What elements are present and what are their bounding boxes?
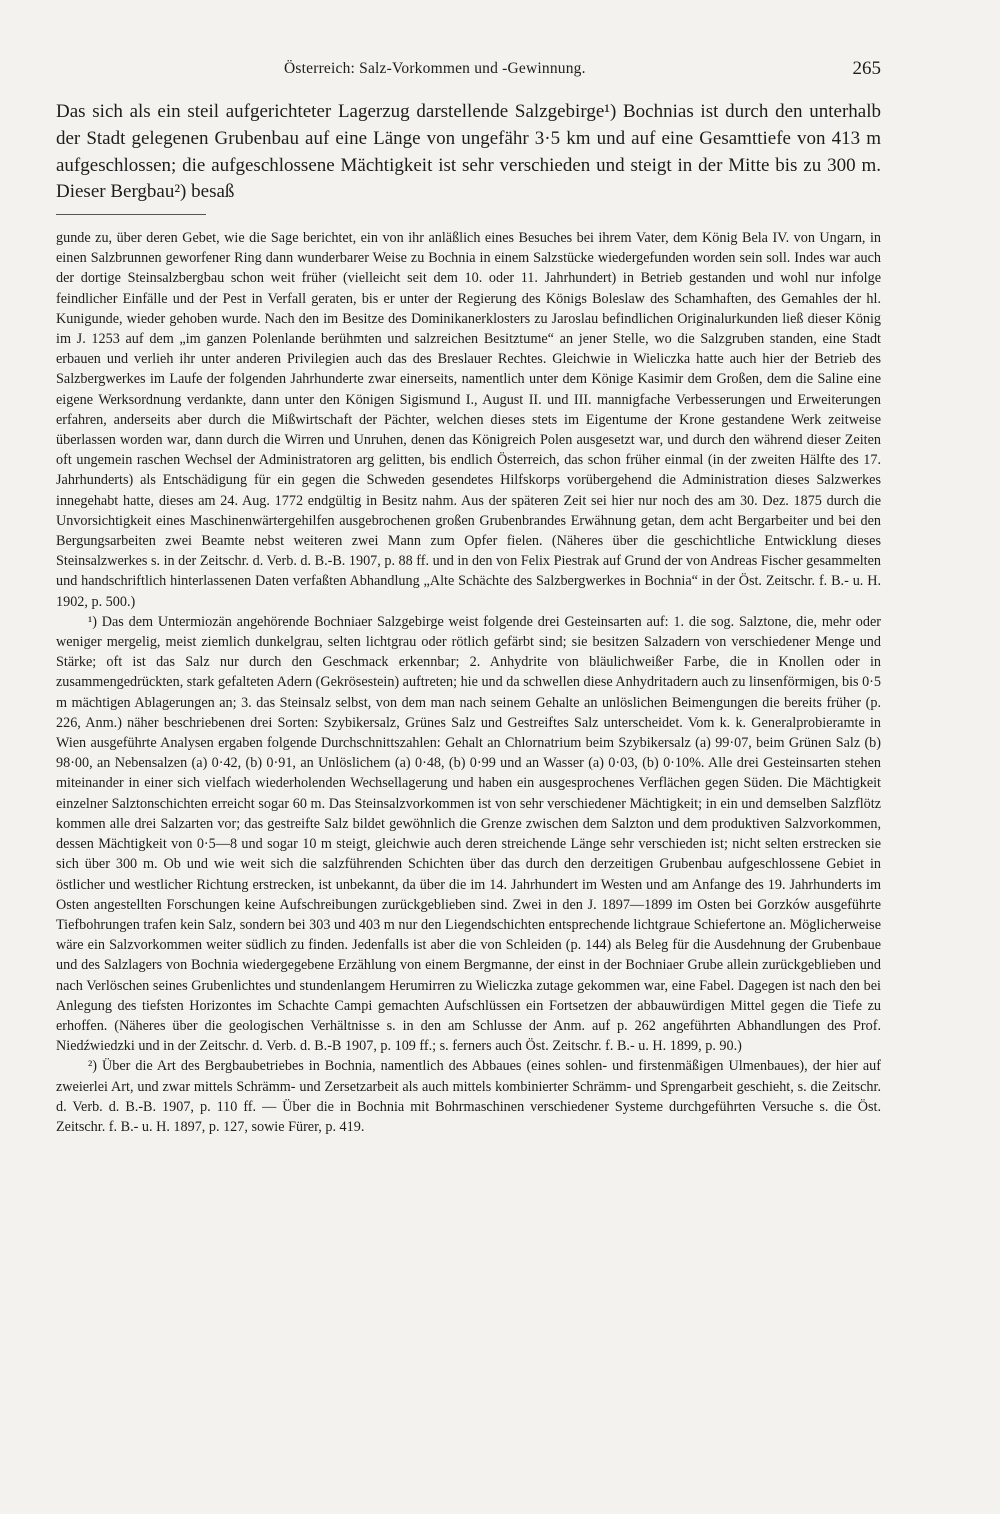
main-paragraph: Das sich als ein steil aufgerichteter Lagerzug darstellende Salzgebirge¹) Bochnias ist durch den unterhalb der Stadt gelegenen Grubenbau auf eine Länge von ungefähr 3·5 km und auf eine Gesamttiefe von 413 m aufgeschlossen; die aufgeschlossene Mächtigkeit ist sehr verschieden und steigt in der Mitte bis zu 300 m. Dieser Bergbau²) besaß	[56, 101, 881, 203]
footnote-separator	[56, 214, 206, 215]
footnote-1: ¹) Das dem Untermiozän angehörende Bochniaer Salzgebirge weist folgende drei Gesteinsarten auf: 1. die sog. Salztone, die, mehr oder weniger mergelig, meist ziemlich dunkelgrau, selten lichtgrau oder rötlich gefärbt sind; sie besitzen Salzadern von verschiedener Menge und Stärke; oft ist das Salz nur durch den Geschmack erkennbar; 2. Anhydrite von bläulichweißer Farbe, die in Knollen oder in zusammengedrückten, stark gefalteten Adern (Gekrösestein) auftreten; hie und da schwellen diese Anhydritadern auch zu linsenförmigen, bis 0·5 m mächtigen Ablagerungen an; 3. das Steinsalz selbst, von dem man nach seinem Gehalte an unlöslichen Beimengungen die bereits früher (p. 226, Anm.) näher beschriebenen drei Sorten: Szybikersalz, Grünes Salz und Gestreiftes Salz unterscheidet. Vom k. k. Generalprobieramte in Wien ausgeführte Analysen ergaben folgende Durchschnittszahlen: Gehalt an Chlornatrium beim Szybikersalz (a) 99·07, beim Grünen Salz (b) 98·00, an Nebensalzen (a) 0·42, (b) 0·91, an Unlöslichem (a) 0·48, (b) 0·99 und an Wasser (a) 0·03, (b) 0·10%. Alle drei Gesteinsarten stehen miteinander in einer sich vielfach wiederholenden Wechsellagerung und haben ein ausgesprochenes Verflächen gegen Süden. Die Mächtigkeit einzelner Salztonschichten erreicht sogar 60 m. Das Steinsalzvorkommen ist von sehr verschiedener Mächtigkeit; in ein und demselben Salzflötz kommen alle drei Salzarten vor; das gestreifte Salz bildet gewöhnlich die Grenze zwischen dem Salzton und dem produktiven Salzvorkommen, dessen Mächtigkeit von 0·5—8 und sogar 10 m steigt, gleichwie auch deren streichende Länge sehr verschieden ist; nicht selten erstrecken sie sich über 300 m. Ob und wie weit sich die salzführenden Schichten über das durch den derzeitigen Grubenbau aufgeschlossene Gebiet in östlicher und westlicher Richtung erstrecken, ist unbekannt, da über die im 14. Jahrhundert im Westen und am Anfange des 19. Jahrhunderts im Osten angestellten Forschungen keine Aufschreibungen zurückgeblieben sind. Zwei in den J. 1897—1899 im Osten bei Gorzków ausgeführte Tiefbohrungen trafen kein Salz, sondern bei 303 und 403 m nur den Liegendschichten entsprechende lichtgraue Schiefertone an. Möglicherweise wäre ein Salzvorkommen weiter südlich zu finden. Jedenfalls ist aber die von Schleiden (p. 144) als Beleg für die Ausdehnung der Grubenbaue und des Salzlagers von Bochnia wiedergegebene Erzählung von einem Bergmanne, der einst in der Bochniaer Grube allein zurückgeblieben und nach Verlöschen seines Grubenlichtes und stundenlangem Herumirren zu Wieliczka zutage gekommen war, eine Fabel. Dagegen ist nach den bei Anlegung des tiefsten Horizontes im Schachte Campi gemachten Aufschlüssen ein Fortsetzen der abbauwürdigen Mittel gegen die Tiefe zu erhoffen. (Näheres über die geologischen Verhältnisse s. in den am Schlusse der Anm. auf p. 262 angeführten Abhandlungen des Prof. Niedźwiedzki und in der Zeitschr. d. Verb. d. B.-B 1907, p. 109 ff.; s. ferners auch Öst. Zeitschr. f. B.- u. H. 1899, p. 90.)	[56, 613, 881, 1055]
footnote-2: ²) Über die Art des Bergbaubetriebes in Bochnia, namentlich des Abbaues (eines sohlen- und firstenmäßigen Ulmenbaues), der hier auf zweierlei Art, und zwar mittels Schrämm- und Zersetzarbeit als auch mittels kombinierter Schrämm- und Sprengarbeit geschieht, s. die Zeitschr. d. Verb. d. B.-B. 1907, p. 110 ff. — Über die in Bochnia mit Bohrmaschinen verschiedener Systeme durchgeführten Versuche s. die Öst. Zeitschr. f. B.- u. H. 1897, p. 127, sowie Fürer, p. 419.	[56, 1058, 881, 1135]
running-title: Österreich: Salz-Vorkommen und -Gewinnung.	[284, 60, 586, 77]
page-number: 265	[852, 58, 881, 79]
footnote-continuation: gunde zu, über deren Gebet, wie die Sage berichtet, ein von ihr anläßlich eines Besuches bei ihrem Vater, dem König Bela IV. von Ungarn, in einen Salzbrunnen geworfener Ring dann wunderbarer Weise zu Bochnia in einem Salzstücke wiedergefunden worden sein soll. Indes war auch der dortige Steinsalzbergbau schon weit früher (vielleicht seit dem 10. oder 11. Jahrhundert) in Betrieb gestanden und wohl nur infolge feindlicher Einfälle und der Pest in Verfall geraten, bis er unter der Regierung des Königs Boleslaw des Schamhaften, des Gemahles der hl. Kunigunde, wieder gehoben wurde. Nach den im Besitze des Dominikanerklosters zu Jaroslau befindlichen Originalurkunden ließ dieser König im J. 1253 auf dem „im ganzen Polenlande berühmten und salzreichen Besitztume“ an jener Stelle, wo die Salzgruben standen, eine Stadt erbauen und verlieh ihr unter anderen Privilegien auch das des Breslauer Rechtes. Gleichwie in Wieliczka hatte auch hier der Betrieb des Salzbergwerkes im Laufe der folgenden Jahrhunderte zwar einerseits, namentlich unter dem Könige Kasimir dem Großen, dem die Saline eine eigene Werksordnung verdankte, dann unter den Königen Sigismund I., August II. und III. mannigfache Verbesserungen und Erweiterungen erfahren, anderseits aber durch die Mißwirtschaft der Pächter, welchen dieses stets im Eigentume der Krone gestandene Werk zeitweise überlassen worden war, dann durch die Wirren und Unruhen, denen das Königreich Polen ausgesetzt war, und durch den während dieser Zeiten oft ungemein raschen Wechsel der Administratoren arg gelitten, bis endlich Österreich, das schon früher einmal (in der zweiten Hälfte des 17. Jahrhunderts) als Entschädigung für ein gegen die Schweden gesendetes Hilfskorps vorübergehend die Administration dieses Salzwerkes innegehabt hatte, dieses am 24. Aug. 1772 endgültig in Besitz nahm. Aus der späteren Zeit sei hier nur noch des am 30. Dez. 1875 durch die Unvorsichtigkeit eines Maschinenwärtergehilfen ausgebrochenen großen Grubenbrandes Erwähnung getan, dem acht Bergarbeiter und bei den Bergungsarbeiten zwei Beamte nebst weiteren zwei Mann zum Opfer fielen. (Näheres über die geschichtliche Entwicklung dieses Steinsalzwerkes s. in der Zeitschr. d. Verb. d. B.-B. 1907, p. 88 ff. und in den von Felix Piestrak auf Grund der von Andreas Fischer gesammelten und handschriftlich hinterlassenen Daten verfaßten Abhandlung „Alte Schächte des Salzbergwerkes in Bochnia“ in der Öst. Zeitschr. f. B.- u. H. 1902, p. 500.)	[56, 230, 881, 610]
running-header	[56, 58, 881, 82]
footnotes-section	[56, 228, 881, 1137]
